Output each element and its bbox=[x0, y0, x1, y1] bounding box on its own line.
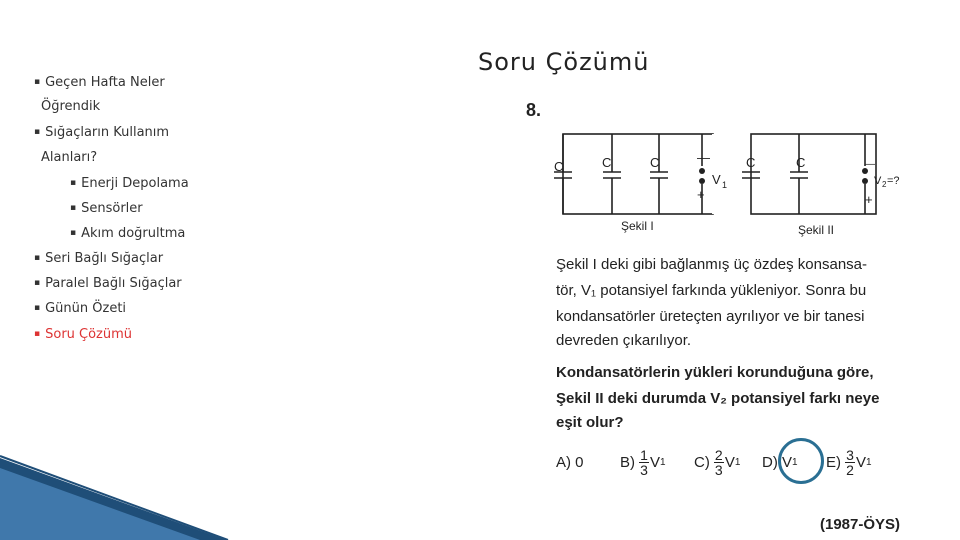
option-a: A) 0 bbox=[556, 454, 584, 471]
circuit-diagram bbox=[516, 96, 960, 246]
answer-circle-mark bbox=[778, 438, 824, 484]
fraction: $\frac{1}{3}$ bbox=[640, 447, 648, 478]
bullet-icon: ▪ bbox=[34, 303, 41, 313]
outline-item: ▪ Paralel Bağlı Sığaçlar bbox=[34, 276, 182, 291]
question-line: Kondansatörlerin yükleri korunduğuna göre, bbox=[556, 364, 874, 381]
outline-item: ▪ Günün Özeti bbox=[34, 301, 127, 316]
bullet-icon: ▪ bbox=[34, 127, 41, 137]
question-line: eşit olur? bbox=[556, 414, 624, 431]
option-e: E) $\frac{3}{2}$ V 1 bbox=[826, 447, 872, 478]
svg-text:+: + bbox=[697, 187, 705, 202]
svg-text:C: C bbox=[554, 159, 564, 174]
problem-text-line: kondansatörler üreteçten ayrılıyor ve bir tanesi bbox=[556, 308, 865, 325]
question-number: 8. bbox=[526, 100, 542, 120]
outline-item: ▪ Seri Bağlı Sığaçlar bbox=[34, 251, 164, 266]
svg-text:=?: =? bbox=[887, 175, 900, 187]
outline-item: ▪ Geçen Hafta Neler bbox=[34, 75, 165, 90]
option-d: D) V 1 bbox=[762, 454, 798, 471]
svg-text:+: + bbox=[865, 192, 873, 207]
svg-text:2: 2 bbox=[882, 180, 887, 189]
outline-subitem: ▪ Enerji Depolama bbox=[70, 176, 189, 191]
bullet-icon: ▪ bbox=[70, 178, 77, 188]
svg-text:1: 1 bbox=[722, 180, 728, 190]
slide-title: Soru Çözümü bbox=[478, 48, 650, 76]
source-label: (1987-ÖYS) bbox=[820, 516, 901, 533]
fraction: $\frac{2}{3}$ bbox=[714, 447, 723, 478]
problem-scan bbox=[516, 96, 960, 540]
outline-subitem: ▪ Sensörler bbox=[70, 201, 143, 216]
bullet-icon: ▪ bbox=[34, 253, 41, 263]
bullet-icon: ▪ bbox=[34, 77, 41, 87]
bullet-icon: ▪ bbox=[34, 329, 41, 339]
terminal-icon bbox=[862, 178, 868, 184]
svg-text:C: C bbox=[746, 155, 756, 170]
terminal-icon bbox=[699, 168, 705, 174]
outline-item: Alanları? bbox=[41, 150, 98, 165]
option-c: C) $\frac{2}{3}$ V 1 bbox=[694, 447, 741, 478]
svg-text:Şekil II: Şekil II bbox=[798, 223, 835, 237]
bullet-icon: ▪ bbox=[34, 278, 41, 288]
svg-text:C: C bbox=[602, 155, 612, 170]
question-line: Şekil II deki durumda V₂ potansiyel farkı neye bbox=[556, 390, 880, 407]
bullet-icon: ▪ bbox=[70, 203, 77, 213]
problem-text-line: devreden çıkarılıyor. bbox=[556, 332, 692, 349]
outline-item: ▪ Sığaçların Kullanım bbox=[34, 125, 170, 140]
outline-item-active: ▪ Soru Çözümü bbox=[34, 327, 133, 342]
svg-text:—: — bbox=[697, 150, 710, 165]
fraction: $\frac{3}{2}$ bbox=[846, 447, 854, 478]
bullet-icon: ▪ bbox=[70, 228, 77, 238]
svg-text:V: V bbox=[874, 175, 882, 187]
svg-text:C: C bbox=[650, 155, 660, 170]
outline-subitem: ▪ Akım doğrultma bbox=[70, 226, 186, 241]
svg-text:Şekil I: Şekil I bbox=[621, 219, 654, 233]
svg-text:V: V bbox=[712, 172, 721, 187]
svg-text:C: C bbox=[796, 155, 806, 170]
problem-text-line: tör, V₁ potansiyel farkında yükleniyor. Sonra bu bbox=[556, 282, 867, 299]
outline-item: Öğrendik bbox=[41, 99, 101, 114]
terminal-icon bbox=[699, 178, 705, 184]
svg-text:—: — bbox=[865, 159, 875, 170]
problem-text-line: Şekil I deki gibi bağlanmış üç özdeş konsansa- bbox=[556, 256, 868, 273]
option-b: B) $\frac{1}{3}$ V 1 bbox=[620, 447, 666, 478]
